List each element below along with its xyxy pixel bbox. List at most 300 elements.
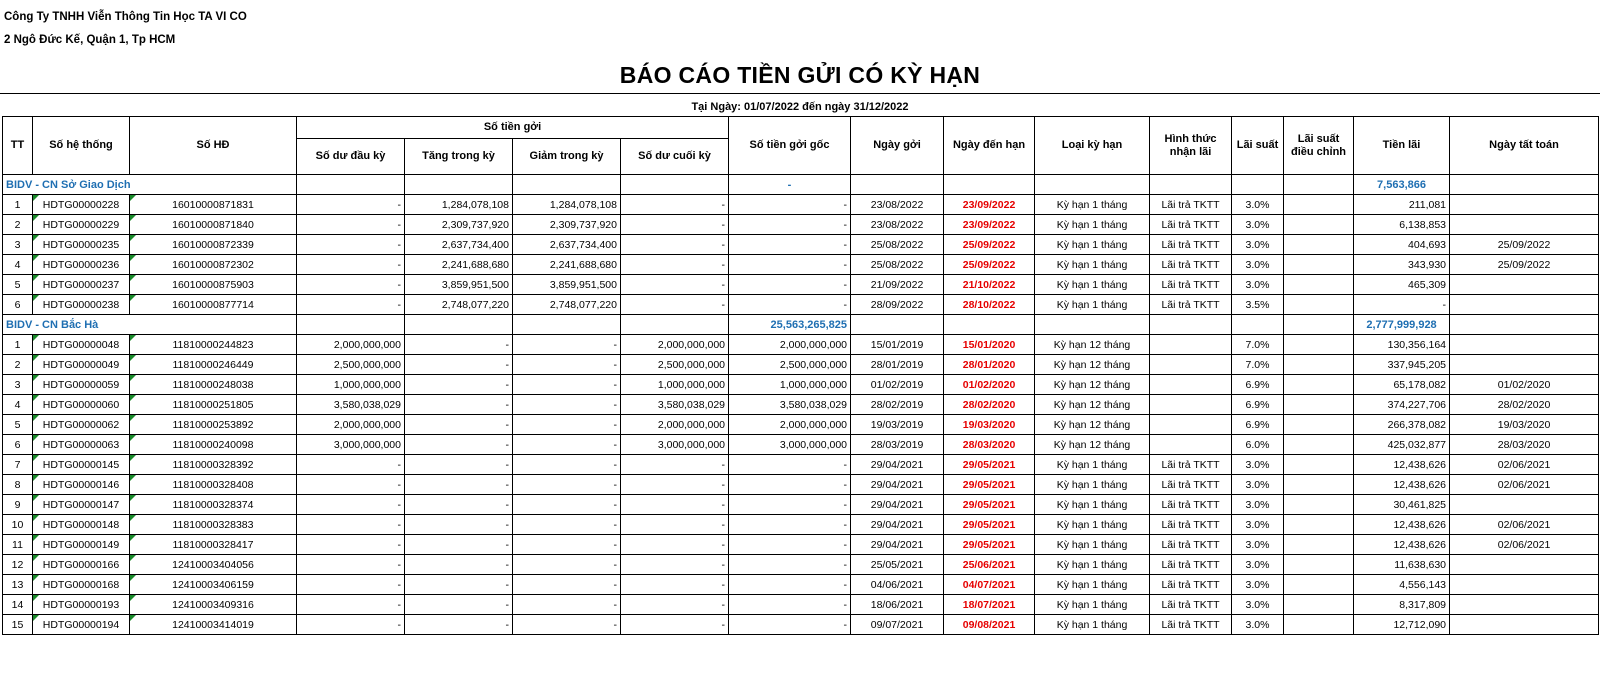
- cell-increase[interactable]: -: [405, 335, 513, 355]
- cell-decrease[interactable]: -: [513, 495, 621, 515]
- col-header-contract-no[interactable]: Số HĐ: [130, 117, 297, 175]
- cell-decrease[interactable]: 2,748,077,220: [513, 295, 621, 315]
- cell-deposit-date[interactable]: 25/08/2022: [851, 255, 944, 275]
- group-empty-cell[interactable]: [1035, 175, 1150, 195]
- cell-term-type[interactable]: Kỳ hạn 1 tháng: [1035, 495, 1150, 515]
- cell-deposit-date[interactable]: 01/02/2019: [851, 375, 944, 395]
- cell-increase[interactable]: -: [405, 375, 513, 395]
- cell-interest-method[interactable]: Lãi trả TKTT: [1150, 495, 1232, 515]
- cell-system-no[interactable]: HDTG00000236: [33, 255, 130, 275]
- cell-opening[interactable]: -: [297, 235, 405, 255]
- cell-tt[interactable]: 15: [3, 615, 33, 635]
- cell-closing[interactable]: -: [621, 495, 729, 515]
- cell-tt[interactable]: 4: [3, 255, 33, 275]
- cell-principal[interactable]: -: [729, 455, 851, 475]
- cell-opening[interactable]: 1,000,000,000: [297, 375, 405, 395]
- group-name[interactable]: BIDV - CN Sở Giao Dịch: [3, 175, 297, 195]
- cell-principal[interactable]: -: [729, 615, 851, 635]
- col-header-rate[interactable]: Lãi suất: [1232, 117, 1284, 175]
- cell-increase[interactable]: -: [405, 455, 513, 475]
- cell-increase[interactable]: -: [405, 415, 513, 435]
- cell-contract-no[interactable]: 11810000328383: [130, 515, 297, 535]
- table-row[interactable]: [3, 475, 1599, 495]
- cell-increase[interactable]: 2,637,734,400: [405, 235, 513, 255]
- cell-closing[interactable]: -: [621, 215, 729, 235]
- cell-increase[interactable]: -: [405, 615, 513, 635]
- cell-closing[interactable]: -: [621, 595, 729, 615]
- col-header-principal[interactable]: Số tiền gởi gốc: [729, 117, 851, 175]
- cell-due-date[interactable]: 29/05/2021: [944, 495, 1035, 515]
- cell-increase[interactable]: 2,241,688,680: [405, 255, 513, 275]
- cell-interest-method[interactable]: Lãi trả TKTT: [1150, 615, 1232, 635]
- cell-adjusted-rate[interactable]: [1284, 595, 1354, 615]
- cell-system-no[interactable]: HDTG00000146: [33, 475, 130, 495]
- cell-due-date[interactable]: 21/10/2022: [944, 275, 1035, 295]
- cell-contract-no[interactable]: 11810000248038: [130, 375, 297, 395]
- cell-decrease[interactable]: -: [513, 395, 621, 415]
- cell-adjusted-rate[interactable]: [1284, 295, 1354, 315]
- cell-increase[interactable]: -: [405, 355, 513, 375]
- cell-adjusted-rate[interactable]: [1284, 475, 1354, 495]
- cell-principal[interactable]: -: [729, 495, 851, 515]
- cell-term-type[interactable]: Kỳ hạn 1 tháng: [1035, 555, 1150, 575]
- cell-closing[interactable]: -: [621, 515, 729, 535]
- cell-closing[interactable]: 3,000,000,000: [621, 435, 729, 455]
- cell-increase[interactable]: -: [405, 395, 513, 415]
- cell-tt[interactable]: 5: [3, 415, 33, 435]
- cell-contract-no[interactable]: 12410003404056: [130, 555, 297, 575]
- cell-due-date[interactable]: 23/09/2022: [944, 195, 1035, 215]
- cell-term-type[interactable]: Kỳ hạn 1 tháng: [1035, 455, 1150, 475]
- cell-closing[interactable]: 2,500,000,000: [621, 355, 729, 375]
- cell-rate[interactable]: 6.9%: [1232, 375, 1284, 395]
- col-header-increase[interactable]: Tăng trong kỳ: [405, 139, 513, 175]
- group-empty-cell[interactable]: [1284, 175, 1354, 195]
- cell-principal[interactable]: -: [729, 555, 851, 575]
- cell-adjusted-rate[interactable]: [1284, 615, 1354, 635]
- cell-term-type[interactable]: Kỳ hạn 1 tháng: [1035, 215, 1150, 235]
- cell-opening[interactable]: -: [297, 555, 405, 575]
- cell-tt[interactable]: 5: [3, 275, 33, 295]
- group-empty-cell[interactable]: [851, 175, 944, 195]
- cell-closing[interactable]: -: [621, 255, 729, 275]
- cell-deposit-date[interactable]: 28/03/2019: [851, 435, 944, 455]
- cell-system-no[interactable]: HDTG00000149: [33, 535, 130, 555]
- cell-adjusted-rate[interactable]: [1284, 395, 1354, 415]
- cell-tt[interactable]: 1: [3, 335, 33, 355]
- cell-interest[interactable]: 211,081: [1354, 195, 1450, 215]
- cell-closing[interactable]: -: [621, 555, 729, 575]
- cell-due-date[interactable]: 25/09/2022: [944, 255, 1035, 275]
- cell-opening[interactable]: 3,580,038,029: [297, 395, 405, 415]
- cell-term-type[interactable]: Kỳ hạn 1 tháng: [1035, 295, 1150, 315]
- cell-increase[interactable]: 2,748,077,220: [405, 295, 513, 315]
- cell-opening[interactable]: -: [297, 595, 405, 615]
- table-row[interactable]: [3, 295, 1599, 315]
- cell-decrease[interactable]: 2,637,734,400: [513, 235, 621, 255]
- cell-interest-method[interactable]: [1150, 375, 1232, 395]
- table-row[interactable]: [3, 275, 1599, 295]
- cell-system-no[interactable]: HDTG00000235: [33, 235, 130, 255]
- cell-term-type[interactable]: Kỳ hạn 12 tháng: [1035, 395, 1150, 415]
- cell-principal[interactable]: -: [729, 295, 851, 315]
- group-row[interactable]: [3, 315, 1599, 335]
- cell-adjusted-rate[interactable]: [1284, 195, 1354, 215]
- cell-rate[interactable]: 3.0%: [1232, 275, 1284, 295]
- cell-deposit-date[interactable]: 28/09/2022: [851, 295, 944, 315]
- cell-contract-no[interactable]: 11810000253892: [130, 415, 297, 435]
- cell-principal[interactable]: -: [729, 255, 851, 275]
- cell-decrease[interactable]: -: [513, 615, 621, 635]
- cell-closing[interactable]: 1,000,000,000: [621, 375, 729, 395]
- col-header-due-date[interactable]: Ngày đến hạn: [944, 117, 1035, 175]
- cell-closing[interactable]: -: [621, 455, 729, 475]
- group-interest-total[interactable]: 2,777,999,928: [1354, 315, 1450, 335]
- group-empty-cell[interactable]: [1284, 315, 1354, 335]
- cell-interest[interactable]: 130,356,164: [1354, 335, 1450, 355]
- cell-system-no[interactable]: HDTG00000148: [33, 515, 130, 535]
- table-row[interactable]: [3, 595, 1599, 615]
- cell-tt[interactable]: 3: [3, 375, 33, 395]
- cell-contract-no[interactable]: 11810000328417: [130, 535, 297, 555]
- col-header-decrease[interactable]: Giảm trong kỳ: [513, 139, 621, 175]
- table-row[interactable]: [3, 455, 1599, 475]
- cell-interest-method[interactable]: Lãi trả TKTT: [1150, 575, 1232, 595]
- cell-tt[interactable]: 6: [3, 435, 33, 455]
- cell-tt[interactable]: 11: [3, 535, 33, 555]
- col-header-interest-method[interactable]: Hình thức nhận lãi: [1150, 117, 1232, 175]
- cell-adjusted-rate[interactable]: [1284, 575, 1354, 595]
- cell-term-type[interactable]: Kỳ hạn 12 tháng: [1035, 355, 1150, 375]
- cell-interest-method[interactable]: Lãi trả TKTT: [1150, 515, 1232, 535]
- cell-interest-method[interactable]: Lãi trả TKTT: [1150, 595, 1232, 615]
- cell-adjusted-rate[interactable]: [1284, 335, 1354, 355]
- group-empty-cell[interactable]: [1150, 315, 1232, 335]
- cell-interest-method[interactable]: Lãi trả TKTT: [1150, 235, 1232, 255]
- cell-principal[interactable]: 3,580,038,029: [729, 395, 851, 415]
- cell-contract-no[interactable]: 12410003406159: [130, 575, 297, 595]
- cell-contract-no[interactable]: 11810000328374: [130, 495, 297, 515]
- cell-rate[interactable]: 3.0%: [1232, 475, 1284, 495]
- table-row[interactable]: [3, 515, 1599, 535]
- col-header-system-no[interactable]: Số hệ thống: [33, 117, 130, 175]
- cell-tt[interactable]: 7: [3, 455, 33, 475]
- cell-deposit-date[interactable]: 28/02/2019: [851, 395, 944, 415]
- cell-interest[interactable]: 65,178,082: [1354, 375, 1450, 395]
- group-empty-cell[interactable]: [513, 175, 621, 195]
- cell-deposit-date[interactable]: 25/05/2021: [851, 555, 944, 575]
- cell-settlement-date[interactable]: [1450, 275, 1599, 295]
- cell-adjusted-rate[interactable]: [1284, 415, 1354, 435]
- cell-settlement-date[interactable]: [1450, 555, 1599, 575]
- cell-opening[interactable]: -: [297, 275, 405, 295]
- cell-interest[interactable]: 425,032,877: [1354, 435, 1450, 455]
- cell-deposit-date[interactable]: 29/04/2021: [851, 455, 944, 475]
- cell-interest[interactable]: 6,138,853: [1354, 215, 1450, 235]
- cell-tt[interactable]: 10: [3, 515, 33, 535]
- cell-adjusted-rate[interactable]: [1284, 515, 1354, 535]
- cell-term-type[interactable]: Kỳ hạn 1 tháng: [1035, 595, 1150, 615]
- cell-interest-method[interactable]: [1150, 435, 1232, 455]
- table-row[interactable]: [3, 555, 1599, 575]
- cell-system-no[interactable]: HDTG00000062: [33, 415, 130, 435]
- cell-rate[interactable]: 6.9%: [1232, 395, 1284, 415]
- cell-system-no[interactable]: HDTG00000048: [33, 335, 130, 355]
- cell-closing[interactable]: 2,000,000,000: [621, 415, 729, 435]
- cell-system-no[interactable]: HDTG00000228: [33, 195, 130, 215]
- cell-settlement-date[interactable]: 01/02/2020: [1450, 375, 1599, 395]
- cell-interest-method[interactable]: [1150, 415, 1232, 435]
- cell-principal[interactable]: -: [729, 595, 851, 615]
- cell-system-no[interactable]: HDTG00000168: [33, 575, 130, 595]
- cell-closing[interactable]: 2,000,000,000: [621, 335, 729, 355]
- cell-rate[interactable]: 3.5%: [1232, 295, 1284, 315]
- cell-term-type[interactable]: Kỳ hạn 12 tháng: [1035, 375, 1150, 395]
- cell-principal[interactable]: 2,000,000,000: [729, 335, 851, 355]
- cell-decrease[interactable]: 1,284,078,108: [513, 195, 621, 215]
- cell-increase[interactable]: 1,284,078,108: [405, 195, 513, 215]
- cell-decrease[interactable]: -: [513, 515, 621, 535]
- group-empty-cell[interactable]: [1232, 315, 1284, 335]
- cell-interest[interactable]: 11,638,630: [1354, 555, 1450, 575]
- cell-rate[interactable]: 3.0%: [1232, 255, 1284, 275]
- table-row[interactable]: [3, 575, 1599, 595]
- cell-decrease[interactable]: -: [513, 555, 621, 575]
- cell-adjusted-rate[interactable]: [1284, 455, 1354, 475]
- table-row[interactable]: [3, 535, 1599, 555]
- cell-settlement-date[interactable]: [1450, 355, 1599, 375]
- cell-settlement-date[interactable]: [1450, 215, 1599, 235]
- group-empty-cell[interactable]: [1035, 315, 1150, 335]
- cell-due-date[interactable]: 29/05/2021: [944, 535, 1035, 555]
- table-row[interactable]: [3, 215, 1599, 235]
- cell-due-date[interactable]: 15/01/2020: [944, 335, 1035, 355]
- cell-due-date[interactable]: 29/05/2021: [944, 515, 1035, 535]
- cell-rate[interactable]: 3.0%: [1232, 575, 1284, 595]
- col-header-deposit-date[interactable]: Ngày gởi: [851, 117, 944, 175]
- cell-interest[interactable]: 337,945,205: [1354, 355, 1450, 375]
- cell-decrease[interactable]: -: [513, 375, 621, 395]
- cell-term-type[interactable]: Kỳ hạn 1 tháng: [1035, 575, 1150, 595]
- cell-principal[interactable]: 1,000,000,000: [729, 375, 851, 395]
- cell-rate[interactable]: 3.0%: [1232, 555, 1284, 575]
- cell-interest[interactable]: 374,227,706: [1354, 395, 1450, 415]
- col-header-deposit-group[interactable]: Số tiền gởi: [297, 117, 729, 139]
- cell-tt[interactable]: 2: [3, 355, 33, 375]
- group-empty-cell[interactable]: [405, 175, 513, 195]
- cell-opening[interactable]: 2,500,000,000: [297, 355, 405, 375]
- cell-closing[interactable]: -: [621, 195, 729, 215]
- cell-due-date[interactable]: 28/02/2020: [944, 395, 1035, 415]
- cell-settlement-date[interactable]: [1450, 615, 1599, 635]
- table-row[interactable]: [3, 375, 1599, 395]
- cell-interest-method[interactable]: Lãi trả TKTT: [1150, 275, 1232, 295]
- cell-opening[interactable]: 2,000,000,000: [297, 335, 405, 355]
- cell-deposit-date[interactable]: 18/06/2021: [851, 595, 944, 615]
- col-header-adjusted-rate[interactable]: Lãi suất điều chỉnh: [1284, 117, 1354, 175]
- cell-adjusted-rate[interactable]: [1284, 215, 1354, 235]
- cell-settlement-date[interactable]: [1450, 335, 1599, 355]
- cell-due-date[interactable]: 28/10/2022: [944, 295, 1035, 315]
- cell-increase[interactable]: 3,859,951,500: [405, 275, 513, 295]
- cell-rate[interactable]: 6.0%: [1232, 435, 1284, 455]
- cell-interest[interactable]: 12,438,626: [1354, 455, 1450, 475]
- cell-decrease[interactable]: 2,241,688,680: [513, 255, 621, 275]
- cell-opening[interactable]: -: [297, 475, 405, 495]
- cell-tt[interactable]: 13: [3, 575, 33, 595]
- cell-decrease[interactable]: -: [513, 335, 621, 355]
- cell-rate[interactable]: 6.9%: [1232, 415, 1284, 435]
- cell-rate[interactable]: 3.0%: [1232, 215, 1284, 235]
- cell-settlement-date[interactable]: 25/09/2022: [1450, 255, 1599, 275]
- cell-settlement-date[interactable]: 19/03/2020: [1450, 415, 1599, 435]
- group-empty-cell[interactable]: [1150, 175, 1232, 195]
- cell-opening[interactable]: -: [297, 455, 405, 475]
- cell-contract-no[interactable]: 11810000240098: [130, 435, 297, 455]
- cell-contract-no[interactable]: 11810000328392: [130, 455, 297, 475]
- cell-principal[interactable]: 2,500,000,000: [729, 355, 851, 375]
- cell-contract-no[interactable]: 16010000877714: [130, 295, 297, 315]
- cell-settlement-date[interactable]: [1450, 195, 1599, 215]
- cell-closing[interactable]: -: [621, 615, 729, 635]
- cell-deposit-date[interactable]: 19/03/2019: [851, 415, 944, 435]
- cell-deposit-date[interactable]: 29/04/2021: [851, 515, 944, 535]
- cell-deposit-date[interactable]: 09/07/2021: [851, 615, 944, 635]
- table-row[interactable]: [3, 355, 1599, 375]
- cell-decrease[interactable]: -: [513, 575, 621, 595]
- cell-increase[interactable]: -: [405, 515, 513, 535]
- cell-system-no[interactable]: HDTG00000229: [33, 215, 130, 235]
- cell-due-date[interactable]: 29/05/2021: [944, 475, 1035, 495]
- cell-principal[interactable]: 2,000,000,000: [729, 415, 851, 435]
- cell-interest[interactable]: 465,309: [1354, 275, 1450, 295]
- group-empty-cell[interactable]: [851, 315, 944, 335]
- cell-rate[interactable]: 3.0%: [1232, 515, 1284, 535]
- cell-opening[interactable]: -: [297, 255, 405, 275]
- cell-contract-no[interactable]: 12410003414019: [130, 615, 297, 635]
- cell-increase[interactable]: -: [405, 595, 513, 615]
- cell-deposit-date[interactable]: 21/09/2022: [851, 275, 944, 295]
- cell-tt[interactable]: 14: [3, 595, 33, 615]
- cell-interest[interactable]: -: [1354, 295, 1450, 315]
- cell-decrease[interactable]: -: [513, 435, 621, 455]
- cell-contract-no[interactable]: 16010000871831: [130, 195, 297, 215]
- cell-interest[interactable]: 4,556,143: [1354, 575, 1450, 595]
- cell-closing[interactable]: -: [621, 535, 729, 555]
- cell-closing[interactable]: -: [621, 475, 729, 495]
- cell-closing[interactable]: -: [621, 575, 729, 595]
- group-principal-total[interactable]: -: [729, 175, 851, 195]
- cell-opening[interactable]: -: [297, 215, 405, 235]
- group-empty-cell[interactable]: [1450, 175, 1599, 195]
- cell-closing[interactable]: -: [621, 235, 729, 255]
- cell-term-type[interactable]: Kỳ hạn 12 tháng: [1035, 415, 1150, 435]
- cell-principal[interactable]: -: [729, 575, 851, 595]
- cell-tt[interactable]: 1: [3, 195, 33, 215]
- group-empty-cell[interactable]: [1232, 175, 1284, 195]
- cell-adjusted-rate[interactable]: [1284, 555, 1354, 575]
- group-interest-total[interactable]: 7,563,866: [1354, 175, 1450, 195]
- table-row[interactable]: [3, 435, 1599, 455]
- cell-adjusted-rate[interactable]: [1284, 275, 1354, 295]
- group-empty-cell[interactable]: [621, 175, 729, 195]
- cell-interest-method[interactable]: [1150, 335, 1232, 355]
- cell-decrease[interactable]: -: [513, 475, 621, 495]
- cell-opening[interactable]: 2,000,000,000: [297, 415, 405, 435]
- cell-due-date[interactable]: 28/03/2020: [944, 435, 1035, 455]
- cell-settlement-date[interactable]: 02/06/2021: [1450, 515, 1599, 535]
- cell-term-type[interactable]: Kỳ hạn 12 tháng: [1035, 335, 1150, 355]
- cell-principal[interactable]: -: [729, 535, 851, 555]
- table-row[interactable]: [3, 255, 1599, 275]
- group-empty-cell[interactable]: [621, 315, 729, 335]
- cell-deposit-date[interactable]: 29/04/2021: [851, 535, 944, 555]
- cell-system-no[interactable]: HDTG00000063: [33, 435, 130, 455]
- cell-adjusted-rate[interactable]: [1284, 255, 1354, 275]
- cell-settlement-date[interactable]: [1450, 595, 1599, 615]
- cell-system-no[interactable]: HDTG00000237: [33, 275, 130, 295]
- table-row[interactable]: [3, 415, 1599, 435]
- cell-interest-method[interactable]: [1150, 355, 1232, 375]
- cell-system-no[interactable]: HDTG00000049: [33, 355, 130, 375]
- group-row[interactable]: [3, 175, 1599, 195]
- group-empty-cell[interactable]: [405, 315, 513, 335]
- cell-system-no[interactable]: HDTG00000238: [33, 295, 130, 315]
- cell-opening[interactable]: -: [297, 495, 405, 515]
- cell-deposit-date[interactable]: 28/01/2019: [851, 355, 944, 375]
- cell-interest[interactable]: 12,438,626: [1354, 475, 1450, 495]
- cell-decrease[interactable]: -: [513, 595, 621, 615]
- group-empty-cell[interactable]: [513, 315, 621, 335]
- cell-interest-method[interactable]: Lãi trả TKTT: [1150, 535, 1232, 555]
- cell-due-date[interactable]: 09/08/2021: [944, 615, 1035, 635]
- cell-contract-no[interactable]: 16010000872339: [130, 235, 297, 255]
- cell-decrease[interactable]: 3,859,951,500: [513, 275, 621, 295]
- table-row[interactable]: [3, 395, 1599, 415]
- cell-settlement-date[interactable]: 28/03/2020: [1450, 435, 1599, 455]
- cell-opening[interactable]: -: [297, 575, 405, 595]
- cell-settlement-date[interactable]: 02/06/2021: [1450, 455, 1599, 475]
- cell-rate[interactable]: 3.0%: [1232, 235, 1284, 255]
- cell-rate[interactable]: 3.0%: [1232, 535, 1284, 555]
- cell-decrease[interactable]: -: [513, 535, 621, 555]
- cell-due-date[interactable]: 18/07/2021: [944, 595, 1035, 615]
- cell-decrease[interactable]: -: [513, 355, 621, 375]
- cell-term-type[interactable]: Kỳ hạn 1 tháng: [1035, 475, 1150, 495]
- cell-tt[interactable]: 3: [3, 235, 33, 255]
- cell-decrease[interactable]: -: [513, 415, 621, 435]
- cell-opening[interactable]: -: [297, 195, 405, 215]
- cell-interest[interactable]: 343,930: [1354, 255, 1450, 275]
- cell-tt[interactable]: 6: [3, 295, 33, 315]
- cell-deposit-date[interactable]: 29/04/2021: [851, 475, 944, 495]
- group-empty-cell[interactable]: [944, 315, 1035, 335]
- cell-settlement-date[interactable]: 02/06/2021: [1450, 475, 1599, 495]
- cell-due-date[interactable]: 29/05/2021: [944, 455, 1035, 475]
- cell-due-date[interactable]: 28/01/2020: [944, 355, 1035, 375]
- cell-system-no[interactable]: HDTG00000194: [33, 615, 130, 635]
- cell-contract-no[interactable]: 11810000328408: [130, 475, 297, 495]
- cell-principal[interactable]: 3,000,000,000: [729, 435, 851, 455]
- cell-rate[interactable]: 7.0%: [1232, 355, 1284, 375]
- cell-contract-no[interactable]: 11810000246449: [130, 355, 297, 375]
- cell-interest[interactable]: 12,438,626: [1354, 515, 1450, 535]
- cell-due-date[interactable]: 23/09/2022: [944, 215, 1035, 235]
- cell-system-no[interactable]: HDTG00000145: [33, 455, 130, 475]
- cell-principal[interactable]: -: [729, 275, 851, 295]
- cell-settlement-date[interactable]: 28/02/2020: [1450, 395, 1599, 415]
- cell-term-type[interactable]: Kỳ hạn 12 tháng: [1035, 435, 1150, 455]
